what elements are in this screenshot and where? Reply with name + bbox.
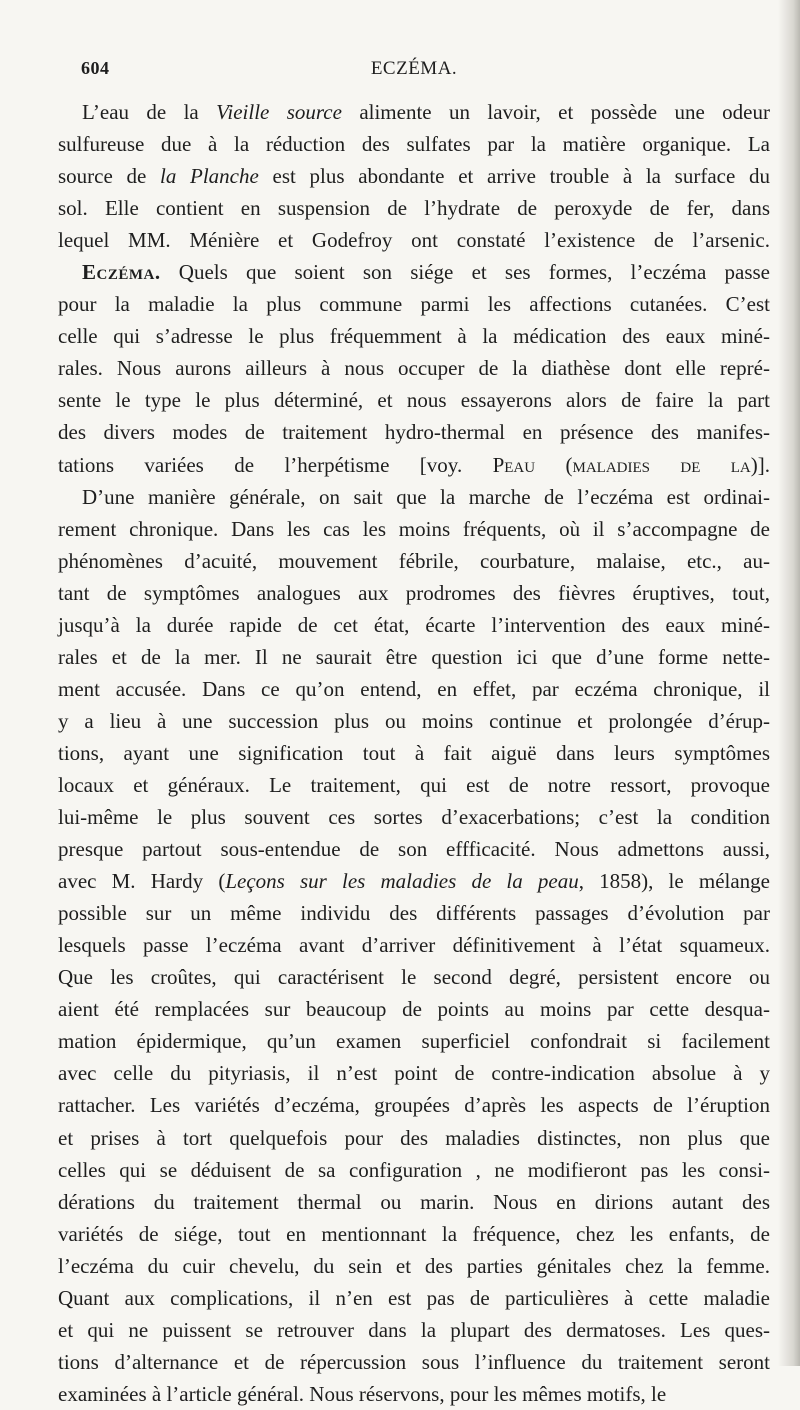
text-segment: avec M. Hardy ( [58,869,226,894]
text-segment: tations variées de l’herpétisme [voy. [58,452,493,477]
text-line [58,801,770,833]
text-segment: rales et de la mer. Il ne saurait être question ici que d’une forme nette- [58,644,770,669]
text-line [58,929,770,961]
text-line [58,737,770,769]
text-line [58,128,770,160]
entry-heading: Eczéma. [82,260,161,285]
running-title: ECZÉMA. [370,58,458,79]
text-segment: possible sur un même individu des différents passages d’évolution par [58,901,770,926]
text-line [58,1282,770,1314]
text-line [58,577,770,609]
text-line [58,1186,770,1218]
text-segment: celle qui s’adresse le plus fréquemment à la médication des eaux miné- [58,324,770,349]
text-segment: l’eczéma du cuir chevelu, du sein et des parties génitales chez la femme. [58,1253,770,1278]
text-line [58,288,770,320]
text-segment: variétés de siége, tout en mentionnant la fréquence, chez les enfants, de [58,1221,770,1246]
book-page [58,58,771,1406]
text-line [58,1057,770,1089]
text-segment: Quant aux complications, il n’en est pas de particulières à cette maladie [58,1285,770,1310]
text-segment: et prises à tort quelquefois pour des maladies distinctes, non plus que [58,1125,770,1150]
italic-text: Leçons sur les maladies de la peau [225,869,579,894]
text-line [58,384,770,416]
text-line [58,897,770,929]
text-segment: tions, ayant une signification tout à fait aiguë dans leurs symptômes [58,740,770,765]
cross-reference: Peau (maladies de la) [492,452,758,477]
text-segment: des divers modes de traitement hydro-thermal en présence des manifes- [58,420,770,445]
text-segment: D’une manière générale, on sait que la marche de l’eczéma est ordinai- [82,484,770,509]
text-segment: jusqu’à la durée rapide de cet état, écarte l’intervention des eaux miné- [58,612,770,637]
text-line [58,320,770,352]
text-line [58,641,770,673]
text-line [58,545,770,577]
text-line [58,865,770,897]
text-segment: presque partout sous-entendue de son effficacité. Nous admettons aussi, [58,837,770,862]
text-line [58,160,770,192]
text-line [58,256,770,288]
body-text [58,96,770,1410]
text-segment: celles qui se déduisent de sa configuration , ne modifieront pas les consi- [58,1157,770,1182]
text-line [58,224,770,256]
text-segment: L’eau de la [82,100,217,124]
text-line [58,673,770,705]
text-segment: Que les croûtes, qui caractérisent le second degré, persistent encore ou [58,965,770,990]
text-line [58,1314,770,1346]
text-line [58,769,770,801]
text-line [58,449,770,481]
text-segment: ment accusée. Dans ce qu’on entend, en effet, par eczéma chronique, il [58,676,770,701]
text-line [58,352,770,384]
text-line [58,1154,770,1186]
text-line [58,1089,770,1121]
text-segment: examinées à l’article général. Nous réservons, pour les mêmes motifs, le [58,1381,667,1406]
text-segment: lequel MM. Ménière et Godefroy ont constaté l’existence de l’arsenic. [58,228,770,253]
text-segment: pour la maladie la plus commune parmi les affections cutanées. C’est [58,292,770,317]
text-segment: lui-même le plus souvent ces sortes d’exacerbations; c’est la condition [58,805,770,830]
text-line [58,993,770,1025]
text-segment: dérations du traitement thermal ou marin. Nous en dirions autant des [58,1189,770,1214]
text-segment: alimente un lavoir, et possède une odeur [341,100,770,124]
text-line [58,1378,770,1410]
text-segment: tant de symptômes analogues aux prodromes des fièvres éruptives, tout, [58,580,770,605]
text-line [58,1025,770,1057]
text-segment: mation épidermique, qu’un examen superficiel confondrait si facilement [58,1029,770,1054]
text-line [58,833,770,865]
italic-text: Vieille source [216,100,342,124]
text-segment: lesquels passe l’eczéma avant d’arriver définitivement à l’état squameux. [58,933,770,958]
text-segment: sulfureuse due à la réduction des sulfates par la matière organique. La [58,132,770,157]
text-segment: ]. [757,452,771,477]
text-line [58,1122,770,1154]
text-segment: locaux et généraux. Le traitement, qui est de notre ressort, provoque [58,772,770,797]
page-number: 604 [81,58,110,78]
text-segment: avec celle du pityriasis, il n’est point de contre-indication absolue à y [58,1061,770,1086]
text-segment: y a lieu à une succession plus ou moins continue et prolongée d’érup- [58,708,770,733]
text-segment: source de [58,164,160,189]
text-segment: sente le type le plus déterminé, et nous essayerons alors de faire la part [58,388,770,413]
text-line [58,1346,770,1378]
text-segment: sol. Elle contient en suspension de l’hydrate de peroxyde de fer, dans [58,196,770,221]
text-segment: est plus abondante et arrive trouble à la surface du [258,164,770,189]
text-segment: tions d’alternance et de répercussion sous l’influence du traitement seront [58,1349,770,1374]
text-line [58,961,770,993]
text-line [58,192,770,224]
page-edge-shadow [778,0,800,1366]
text-line [58,609,770,641]
text-line [58,513,770,545]
page-header [58,58,770,88]
text-segment: Quels que soient son siége et ses formes, l’eczéma passe [160,260,770,285]
text-segment: rattacher. Les variétés d’eczéma, groupées d’après les aspects de l’éruption [58,1093,770,1118]
text-segment: rales. Nous aurons ailleurs à nous occuper de la diathèse dont elle repré- [58,356,770,381]
text-segment: , 1858), le mélange [578,869,770,894]
italic-text: la Planche [160,164,259,189]
text-line [58,416,770,448]
text-segment: aient été remplacées sur beaucoup de points au moins par cette desqua- [58,997,770,1022]
text-line [58,481,770,513]
text-segment: et qui ne puissent se retrouver dans la plupart des dermatoses. Les ques- [58,1317,770,1342]
text-segment: phénomènes d’acuité, mouvement fébrile, courbature, malaise, etc., au- [58,548,770,573]
text-segment: rement chronique. Dans les cas les moins fréquents, où il s’accompagne de [58,516,770,541]
text-line [58,1218,770,1250]
text-line [58,1250,770,1282]
text-line [58,705,770,737]
text-line [58,96,770,128]
